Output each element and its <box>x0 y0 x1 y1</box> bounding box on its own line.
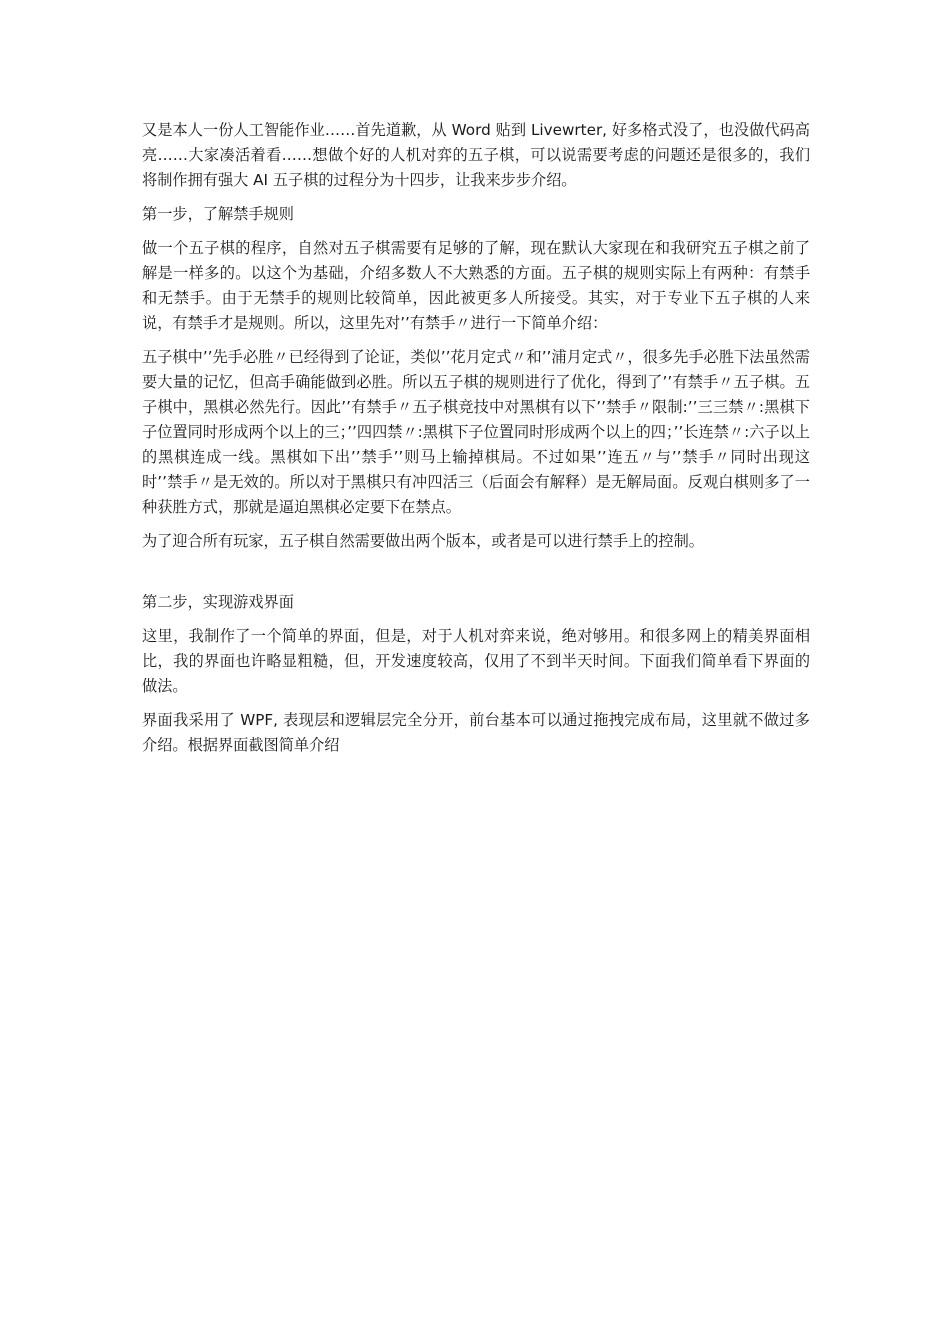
step2-heading: 第二步，实现游戏界面 <box>142 593 294 611</box>
step2-paragraph-2: 界面我采用了 WPF, 表现层和逻辑层完全分开，前台基本可以通过拖拽完成布局，这里就不做过多介绍。根据界面截图简单介绍 <box>142 711 810 754</box>
step1-paragraph-1: 做一个五子棋的程序，自然对五子棋需要有足够的了解，现在默认大家现在和我研究五子棋之前了解是一样多的。以这个为基础，介绍多数人不大熟悉的方面。五子棋的规则实际上有两种：有禁手和无禁手。由于无禁手的规则比较简单，因此被更多人所接受。其实，对于专业下五子棋的人来说，有禁手才是规则。所以，这里先对’’有禁手〃进行一下简单介绍： <box>142 239 810 332</box>
step1-paragraph-3: 为了迎合所有玩家，五子棋自然需要做出两个版本，或者是可以进行禁手上的控制。 <box>142 532 704 550</box>
step2-paragraph-1: 这里，我制作了一个简单的界面，但是，对于人机对弈来说，绝对够用。和很多网上的精美界面相比，我的界面也许略显粗糙，但，开发速度较高，仅用了不到半天时间。下面我们简单看下界面的做法。 <box>142 627 810 695</box>
step1-paragraph-2: 五子棋中’’先手必胜〃已经得到了论证，类似’’花月定式〃和’’浦月定式〃，很多先手必胜下法虽然需要大量的记忆，但高手确能做到必胜。所以五子棋的规则进行了优化，得到了’’有禁手〃五子棋。五子棋中，黑棋必然先行。因此’’有禁手〃五子棋竞技中对黑棋有以下’’禁手〃限制:’’三三禁〃:黑棋下子位置同时形成两个以上的三；’’四四禁〃:黑棋下子位置同时形成两个以上的四；’’长连禁〃:六子以上的黑棋连成一线。黑棋如下出’’禁手’’则马上输掉棋局。不过如果’’连五〃与’’禁手〃同时出现这时’’禁手〃是无效的。所以对于黑棋只有冲四活三（后面会有解释）是无解局面。反观白棋则多了一种获胜方式，那就是逼迫黑棋必定要下在禁点。 <box>142 348 810 516</box>
section-spacer <box>142 563 810 590</box>
intro-paragraph: 又是本人一份人工智能作业……首先道歉，从 Word 贴到 Livewrter, 好多格式没了，也没做代码高亮……大家凑活着看……想做个好的人机对弈的五子棋，可以说需要考虑的问题还是很多的，我们将制作拥有强大 AI 五子棋的过程分为十四步，让我来步步介绍。 <box>142 121 810 189</box>
document-body <box>142 118 810 767</box>
step1-heading: 第一步，了解禁手规则 <box>142 205 294 223</box>
